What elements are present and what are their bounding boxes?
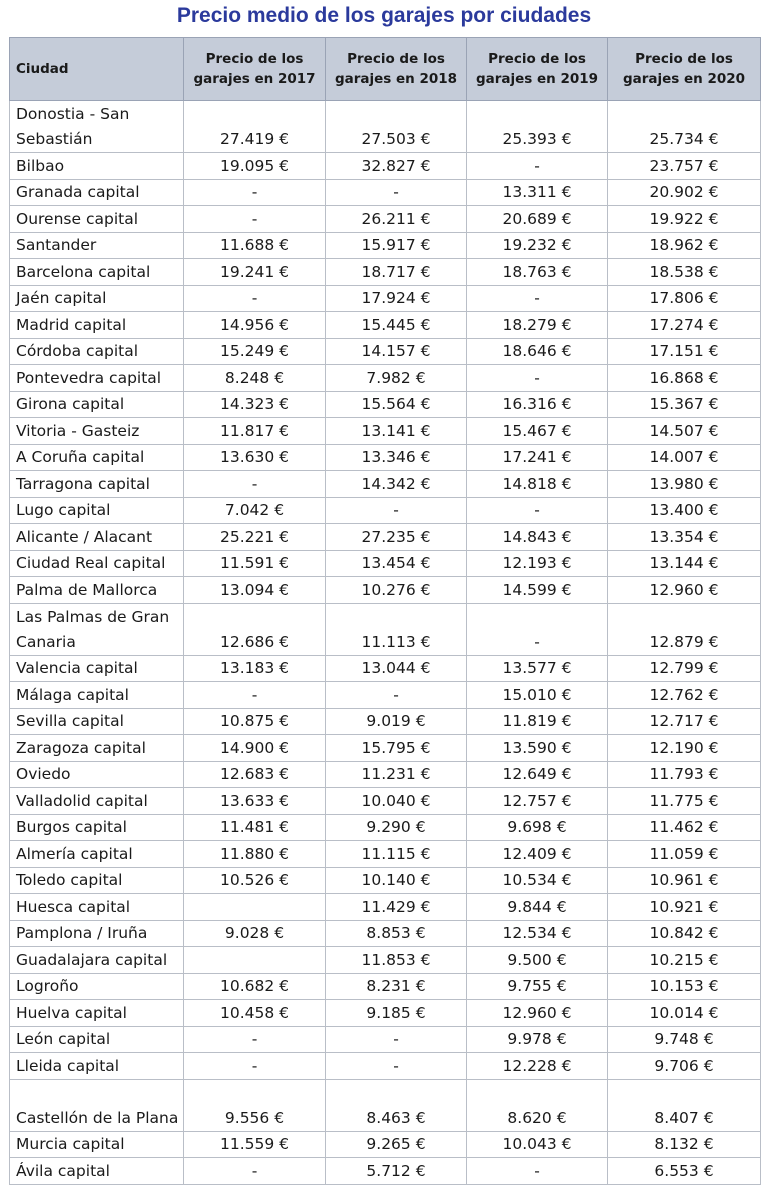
cell-price-2020: 17.274 € [608, 312, 761, 339]
table-row [10, 1026, 761, 1053]
cell-price-2017: 19.095 € [184, 153, 326, 180]
cell-price-2017: - [184, 682, 326, 709]
cell-city: Lugo capital [10, 497, 184, 524]
cell-price-2019: 14.843 € [467, 524, 608, 551]
cell-price-2020: 12.960 € [608, 577, 761, 604]
table-row [10, 1079, 761, 1131]
cell-city: Zaragoza capital [10, 735, 184, 762]
cell-price-2018: 10.040 € [326, 788, 467, 815]
cell-price-2018: 10.140 € [326, 867, 467, 894]
cell-city: León capital [10, 1026, 184, 1053]
cell-price-2018: 10.276 € [326, 577, 467, 604]
cell-price-2018: 13.454 € [326, 550, 467, 577]
cell-price-2018: 26.211 € [326, 206, 467, 233]
table-row [10, 471, 761, 498]
cell-price-2018: 11.429 € [326, 894, 467, 921]
cell-city: Granada capital [10, 179, 184, 206]
cell-price-2018: 15.564 € [326, 391, 467, 418]
cell-price-2019: 18.646 € [467, 338, 608, 365]
table-row [10, 1158, 761, 1185]
cell-price-2019: 13.311 € [467, 179, 608, 206]
cell-price-2020: 12.762 € [608, 682, 761, 709]
cell-price-2017: - [184, 1026, 326, 1053]
cell-city: Valladolid capital [10, 788, 184, 815]
table-row [10, 285, 761, 312]
cell-city: Oviedo [10, 761, 184, 788]
cell-price-2017: 13.633 € [184, 788, 326, 815]
cell-price-2019: - [467, 1158, 608, 1185]
cell-city: Sevilla capital [10, 708, 184, 735]
cell-price-2020: 11.462 € [608, 814, 761, 841]
cell-price-2020: 10.921 € [608, 894, 761, 921]
garage-price-table [9, 37, 761, 1185]
cell-price-2019: 9.698 € [467, 814, 608, 841]
cell-price-2020: 8.132 € [608, 1131, 761, 1158]
cell-price-2019: 9.500 € [467, 947, 608, 974]
cell-price-2019: 14.599 € [467, 577, 608, 604]
cell-price-2017: 12.686 € [184, 603, 326, 655]
cell-price-2017: - [184, 1158, 326, 1185]
column-header-2020: Precio de los garajes en 2020 [608, 38, 761, 101]
cell-price-2020: 13.400 € [608, 497, 761, 524]
cell-price-2017: 14.900 € [184, 735, 326, 762]
cell-city: Madrid capital [10, 312, 184, 339]
cell-price-2017: - [184, 179, 326, 206]
column-header-2017: Precio de los garajes en 2017 [184, 38, 326, 101]
cell-city: Jaén capital [10, 285, 184, 312]
cell-price-2017: 14.956 € [184, 312, 326, 339]
table-header-row [10, 38, 761, 101]
cell-price-2020: 11.775 € [608, 788, 761, 815]
cell-price-2019: 19.232 € [467, 232, 608, 259]
cell-price-2017: 9.028 € [184, 920, 326, 947]
cell-price-2017: 13.094 € [184, 577, 326, 604]
cell-price-2020: 18.538 € [608, 259, 761, 286]
cell-price-2020: 10.215 € [608, 947, 761, 974]
cell-price-2017: 19.241 € [184, 259, 326, 286]
cell-price-2018: 11.853 € [326, 947, 467, 974]
cell-price-2020: 9.706 € [608, 1053, 761, 1080]
table-row [10, 682, 761, 709]
cell-price-2017: - [184, 285, 326, 312]
cell-price-2018: - [326, 682, 467, 709]
cell-price-2017: 27.419 € [184, 101, 326, 153]
table-row [10, 550, 761, 577]
cell-price-2020: 25.734 € [608, 101, 761, 153]
table-row [10, 1000, 761, 1027]
cell-price-2020: 20.902 € [608, 179, 761, 206]
cell-city: Almería capital [10, 841, 184, 868]
cell-price-2019: - [467, 285, 608, 312]
table-row [10, 894, 761, 921]
cell-city: Palma de Mallorca [10, 577, 184, 604]
cell-price-2020: 23.757 € [608, 153, 761, 180]
cell-price-2019: - [467, 497, 608, 524]
table-row [10, 814, 761, 841]
table-row [10, 206, 761, 233]
cell-price-2019: 25.393 € [467, 101, 608, 153]
cell-price-2017: 8.248 € [184, 365, 326, 392]
cell-price-2018: 18.717 € [326, 259, 467, 286]
cell-price-2020: 12.190 € [608, 735, 761, 762]
cell-price-2018: 13.141 € [326, 418, 467, 445]
cell-price-2018: 17.924 € [326, 285, 467, 312]
cell-price-2017 [184, 947, 326, 974]
cell-price-2020: 6.553 € [608, 1158, 761, 1185]
table-row [10, 947, 761, 974]
cell-price-2018: 9.290 € [326, 814, 467, 841]
cell-price-2020: 17.151 € [608, 338, 761, 365]
cell-price-2018: 5.712 € [326, 1158, 467, 1185]
cell-price-2019: 12.649 € [467, 761, 608, 788]
cell-price-2019: - [467, 603, 608, 655]
cell-price-2018: 7.982 € [326, 365, 467, 392]
cell-city: Vitoria - Gasteiz [10, 418, 184, 445]
cell-price-2017: 10.526 € [184, 867, 326, 894]
column-header-2018: Precio de los garajes en 2018 [326, 38, 467, 101]
cell-price-2020: 15.367 € [608, 391, 761, 418]
table-row [10, 497, 761, 524]
cell-price-2017: 11.481 € [184, 814, 326, 841]
cell-city: Barcelona capital [10, 259, 184, 286]
cell-city: Ávila capital [10, 1158, 184, 1185]
cell-price-2018: - [326, 1026, 467, 1053]
cell-price-2017: - [184, 1053, 326, 1080]
cell-price-2018: 13.346 € [326, 444, 467, 471]
cell-price-2017: 9.556 € [184, 1079, 326, 1131]
cell-city: Córdoba capital [10, 338, 184, 365]
table-row [10, 577, 761, 604]
cell-price-2018: 8.463 € [326, 1079, 467, 1131]
cell-price-2019: 9.844 € [467, 894, 608, 921]
cell-price-2017: 11.688 € [184, 232, 326, 259]
cell-price-2017: 10.458 € [184, 1000, 326, 1027]
cell-price-2019: 16.316 € [467, 391, 608, 418]
cell-price-2017: 15.249 € [184, 338, 326, 365]
cell-city: Huelva capital [10, 1000, 184, 1027]
cell-price-2019: 15.010 € [467, 682, 608, 709]
cell-price-2020: 12.879 € [608, 603, 761, 655]
table-row [10, 391, 761, 418]
cell-price-2017: 10.682 € [184, 973, 326, 1000]
cell-price-2017: - [184, 471, 326, 498]
table-row [10, 338, 761, 365]
table-row [10, 788, 761, 815]
cell-price-2018: - [326, 497, 467, 524]
cell-price-2018: 14.342 € [326, 471, 467, 498]
cell-price-2019: 20.689 € [467, 206, 608, 233]
cell-price-2019: 12.757 € [467, 788, 608, 815]
cell-price-2019: - [467, 153, 608, 180]
cell-city: Castellón de la Plana [10, 1079, 184, 1131]
cell-price-2017: 13.630 € [184, 444, 326, 471]
cell-city: Toledo capital [10, 867, 184, 894]
cell-price-2017: 11.817 € [184, 418, 326, 445]
cell-price-2019: 12.960 € [467, 1000, 608, 1027]
cell-city: Pamplona / Iruña [10, 920, 184, 947]
cell-price-2020: 8.407 € [608, 1079, 761, 1131]
cell-price-2018: 11.113 € [326, 603, 467, 655]
cell-price-2019: 14.818 € [467, 471, 608, 498]
cell-price-2018: 9.185 € [326, 1000, 467, 1027]
cell-price-2019: 10.534 € [467, 867, 608, 894]
cell-price-2019: 18.763 € [467, 259, 608, 286]
cell-price-2017 [184, 894, 326, 921]
cell-price-2020: 10.842 € [608, 920, 761, 947]
table-row [10, 312, 761, 339]
cell-price-2018: 11.115 € [326, 841, 467, 868]
cell-price-2017: 14.323 € [184, 391, 326, 418]
cell-price-2018: 11.231 € [326, 761, 467, 788]
table-row [10, 365, 761, 392]
cell-city: Ourense capital [10, 206, 184, 233]
cell-city: Huesca capital [10, 894, 184, 921]
cell-price-2020: 19.922 € [608, 206, 761, 233]
table-row [10, 708, 761, 735]
cell-price-2020: 14.507 € [608, 418, 761, 445]
cell-city: Málaga capital [10, 682, 184, 709]
cell-price-2018: 15.917 € [326, 232, 467, 259]
cell-price-2017: 12.683 € [184, 761, 326, 788]
cell-price-2019: 12.409 € [467, 841, 608, 868]
cell-price-2019: 17.241 € [467, 444, 608, 471]
cell-price-2018: 14.157 € [326, 338, 467, 365]
cell-price-2018: 13.044 € [326, 655, 467, 682]
table-row [10, 232, 761, 259]
cell-city: Burgos capital [10, 814, 184, 841]
cell-city: Las Palmas de Gran Canaria [10, 603, 184, 655]
table-row [10, 444, 761, 471]
cell-price-2020: 10.014 € [608, 1000, 761, 1027]
table-row [10, 179, 761, 206]
cell-city: Murcia capital [10, 1131, 184, 1158]
cell-price-2018: 15.445 € [326, 312, 467, 339]
cell-price-2017: 11.880 € [184, 841, 326, 868]
cell-price-2020: 11.793 € [608, 761, 761, 788]
table-row [10, 735, 761, 762]
cell-city: Girona capital [10, 391, 184, 418]
table-row [10, 603, 761, 655]
cell-price-2019: 8.620 € [467, 1079, 608, 1131]
table-row [10, 973, 761, 1000]
cell-price-2020: 16.868 € [608, 365, 761, 392]
page-title: Precio medio de los garajes por ciudades [176, 4, 592, 27]
cell-price-2019: 10.043 € [467, 1131, 608, 1158]
cell-price-2020: 14.007 € [608, 444, 761, 471]
column-header-2019: Precio de los garajes en 2019 [467, 38, 608, 101]
table-row [10, 1053, 761, 1080]
cell-price-2018: 8.853 € [326, 920, 467, 947]
cell-city: Ciudad Real capital [10, 550, 184, 577]
cell-price-2018: 27.503 € [326, 101, 467, 153]
cell-city: Alicante / Alacant [10, 524, 184, 551]
table-row [10, 524, 761, 551]
cell-city: Guadalajara capital [10, 947, 184, 974]
table-row [10, 418, 761, 445]
cell-price-2020: 10.153 € [608, 973, 761, 1000]
cell-price-2020: 12.799 € [608, 655, 761, 682]
cell-price-2020: 10.961 € [608, 867, 761, 894]
table-row [10, 920, 761, 947]
cell-city: Valencia capital [10, 655, 184, 682]
cell-price-2020: 17.806 € [608, 285, 761, 312]
cell-price-2018: - [326, 1053, 467, 1080]
cell-price-2017: 25.221 € [184, 524, 326, 551]
cell-price-2019: 9.978 € [467, 1026, 608, 1053]
cell-city: Pontevedra capital [10, 365, 184, 392]
table-row [10, 101, 761, 153]
cell-price-2018: 15.795 € [326, 735, 467, 762]
table-row [10, 259, 761, 286]
cell-price-2019: 12.193 € [467, 550, 608, 577]
cell-price-2019: 12.534 € [467, 920, 608, 947]
cell-price-2019: 12.228 € [467, 1053, 608, 1080]
cell-price-2019: 18.279 € [467, 312, 608, 339]
cell-price-2019: 13.577 € [467, 655, 608, 682]
cell-city: Logroño [10, 973, 184, 1000]
table-row [10, 153, 761, 180]
cell-city: Tarragona capital [10, 471, 184, 498]
table-body [10, 101, 761, 1185]
table-row [10, 761, 761, 788]
table-row [10, 841, 761, 868]
cell-city: Bilbao [10, 153, 184, 180]
cell-price-2020: 13.354 € [608, 524, 761, 551]
cell-price-2020: 13.144 € [608, 550, 761, 577]
cell-price-2017: 7.042 € [184, 497, 326, 524]
cell-price-2020: 9.748 € [608, 1026, 761, 1053]
cell-city: Santander [10, 232, 184, 259]
cell-price-2017: - [184, 206, 326, 233]
cell-price-2018: 9.265 € [326, 1131, 467, 1158]
cell-price-2019: - [467, 365, 608, 392]
cell-price-2017: 13.183 € [184, 655, 326, 682]
cell-price-2018: 32.827 € [326, 153, 467, 180]
cell-price-2020: 11.059 € [608, 841, 761, 868]
cell-city: A Coruña capital [10, 444, 184, 471]
table-row [10, 1131, 761, 1158]
cell-price-2018: 8.231 € [326, 973, 467, 1000]
cell-price-2017: 11.591 € [184, 550, 326, 577]
cell-price-2019: 13.590 € [467, 735, 608, 762]
cell-price-2017: 11.559 € [184, 1131, 326, 1158]
cell-price-2020: 13.980 € [608, 471, 761, 498]
cell-price-2018: - [326, 179, 467, 206]
cell-price-2019: 15.467 € [467, 418, 608, 445]
cell-price-2018: 27.235 € [326, 524, 467, 551]
cell-city: Lleida capital [10, 1053, 184, 1080]
column-header-city: Ciudad [10, 38, 184, 101]
table-row [10, 655, 761, 682]
cell-city: Donostia - San Sebastián [10, 101, 184, 153]
cell-price-2019: 9.755 € [467, 973, 608, 1000]
table-row [10, 867, 761, 894]
cell-price-2020: 18.962 € [608, 232, 761, 259]
cell-price-2020: 12.717 € [608, 708, 761, 735]
cell-price-2018: 9.019 € [326, 708, 467, 735]
cell-price-2019: 11.819 € [467, 708, 608, 735]
cell-price-2017: 10.875 € [184, 708, 326, 735]
